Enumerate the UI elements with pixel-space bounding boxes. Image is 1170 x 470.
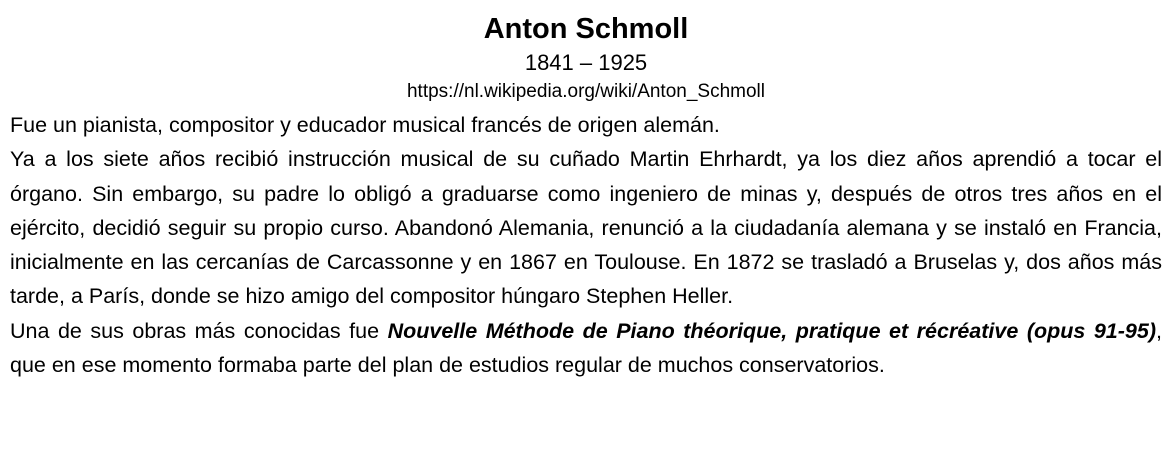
works-text-before: Una de sus obras más conocidas fue (10, 318, 388, 343)
works-paragraph (10, 314, 1162, 383)
intro-paragraph: Fue un pianista, compositor y educador musical francés de origen alemán. (10, 113, 720, 137)
source-url: https://nl.wikipedia.org/wiki/Anton_Schmoll (406, 81, 765, 102)
work-title: Nouvelle Méthode de Piano théorique, pratique et récréative (opus 91-95) (387, 318, 1157, 343)
life-dates: 1841 – 1925 (524, 50, 648, 75)
biography-paragraph: Ya a los siete años recibió instrucción musical de su cuñado Martin Ehrhardt, ya los diez años aprendió a tocar el órgano. Sin embargo, su padre lo obligó a graduarse como ingeniero de minas y, después de otros tres años en el ejército, decidió seguir su propio curso. Abandonó Alemania, renunció a la ciudadanía alemana y se instaló en Francia, inicialmente en las cercanías de Carcassonne y en 1867 en Toulouse. En 1872 se trasladó a Bruselas y, dos años más tarde, a París, donde se hizo amigo del compositor húngaro Stephen Heller. (10, 147, 1162, 309)
works-text-after: , que en ese momento formaba parte del plan de estudios regular de muchos conservatorios. (10, 318, 1162, 378)
page-title: Anton Schmoll (483, 13, 689, 45)
